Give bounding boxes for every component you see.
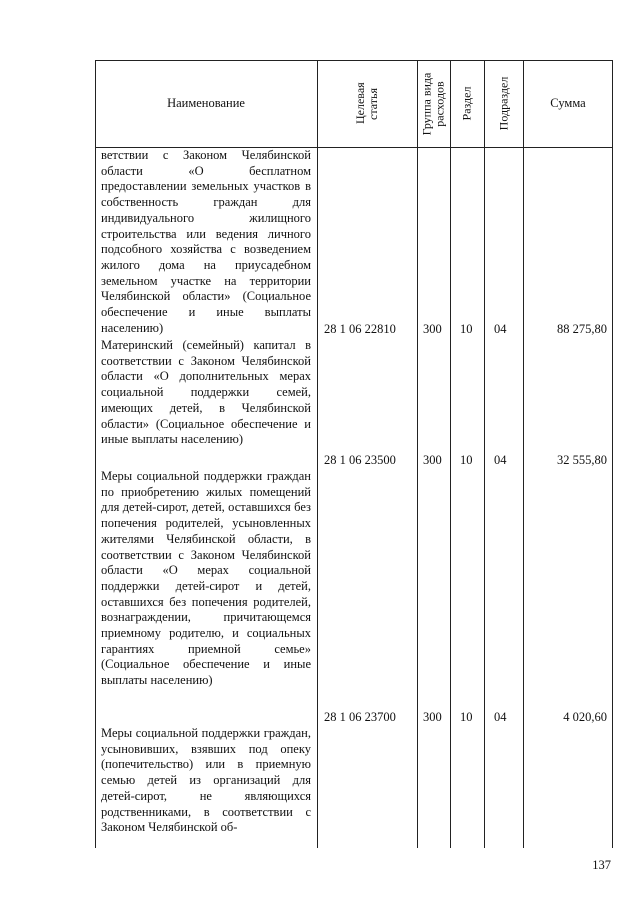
row-1-article: 28 1 06 22810 xyxy=(324,322,396,336)
row-1-group: 300 xyxy=(423,322,442,336)
page-number: 137 xyxy=(592,858,611,872)
header-expense-group: Группа вида расходов xyxy=(419,72,447,135)
header-sum: Сумма xyxy=(550,96,586,110)
row-1-section: 10 xyxy=(460,322,473,336)
row-1-subsection: 04 xyxy=(494,322,507,336)
row-3-subsection: 04 xyxy=(494,710,507,724)
row-2-section: 10 xyxy=(460,453,473,467)
header-subsection: Подраздел xyxy=(496,76,511,131)
row-3-sum: 4 020,60 xyxy=(563,710,607,724)
row-3-name: Меры социальной поддержки граждан по приобретению жилых помещений для детей-сирот, детей, оставшихся без попечения родителей, усыновленных жителями Челябинской области, в соответствии с Законом Челябинской области «О мерах социальной поддержки детей-сирот и детей, оставшихся без попечения родителей, вознаграждении, причитающемся приемному родителю, и социальных гарантиях приемной семье» (Социальное обеспечение и иные выплаты населению) xyxy=(101,469,311,688)
row-2-sum: 32 555,80 xyxy=(557,453,607,467)
budget-table xyxy=(95,60,613,848)
row-3-section: 10 xyxy=(460,710,473,724)
row-1-sum: 88 275,80 xyxy=(557,322,607,336)
row-2-article: 28 1 06 23500 xyxy=(324,453,396,467)
row-3-group: 300 xyxy=(423,710,442,724)
row-4-name: Меры социальной поддержки граждан, усыновивших, взявших под опеку (попечительство) или в приемную семью детей из организаций для детей-сирот, не являющихся родственниками, в соответствии с Законом Челябинской об- xyxy=(101,726,311,835)
row-1-name: ветствии с Законом Челябинской области «О бесплатном предоставлении земельных участков в собственность граждан для индивидуального жилищного строительства или ведения личного подсобного хозяйства с возведением жилого дома на приусадебном земельном участке на территории Челябинской области» (Социальное обеспечение и иные выплаты населению) xyxy=(101,148,311,335)
header-name: Наименование xyxy=(167,96,245,110)
row-3-article: 28 1 06 23700 xyxy=(324,710,396,724)
header-target-article: Целевая статья xyxy=(353,81,380,124)
row-2-subsection: 04 xyxy=(494,453,507,467)
header-section: Раздел xyxy=(459,86,474,121)
row-2-name: Материнский (семейный) капитал в соответствии с Законом Челябинской области «О дополнительных мерах социальной поддержки семей, имеющих детей, в Челябинской области» (Социальное обеспечение и иные выплаты населению) xyxy=(101,338,311,447)
row-2-group: 300 xyxy=(423,453,442,467)
